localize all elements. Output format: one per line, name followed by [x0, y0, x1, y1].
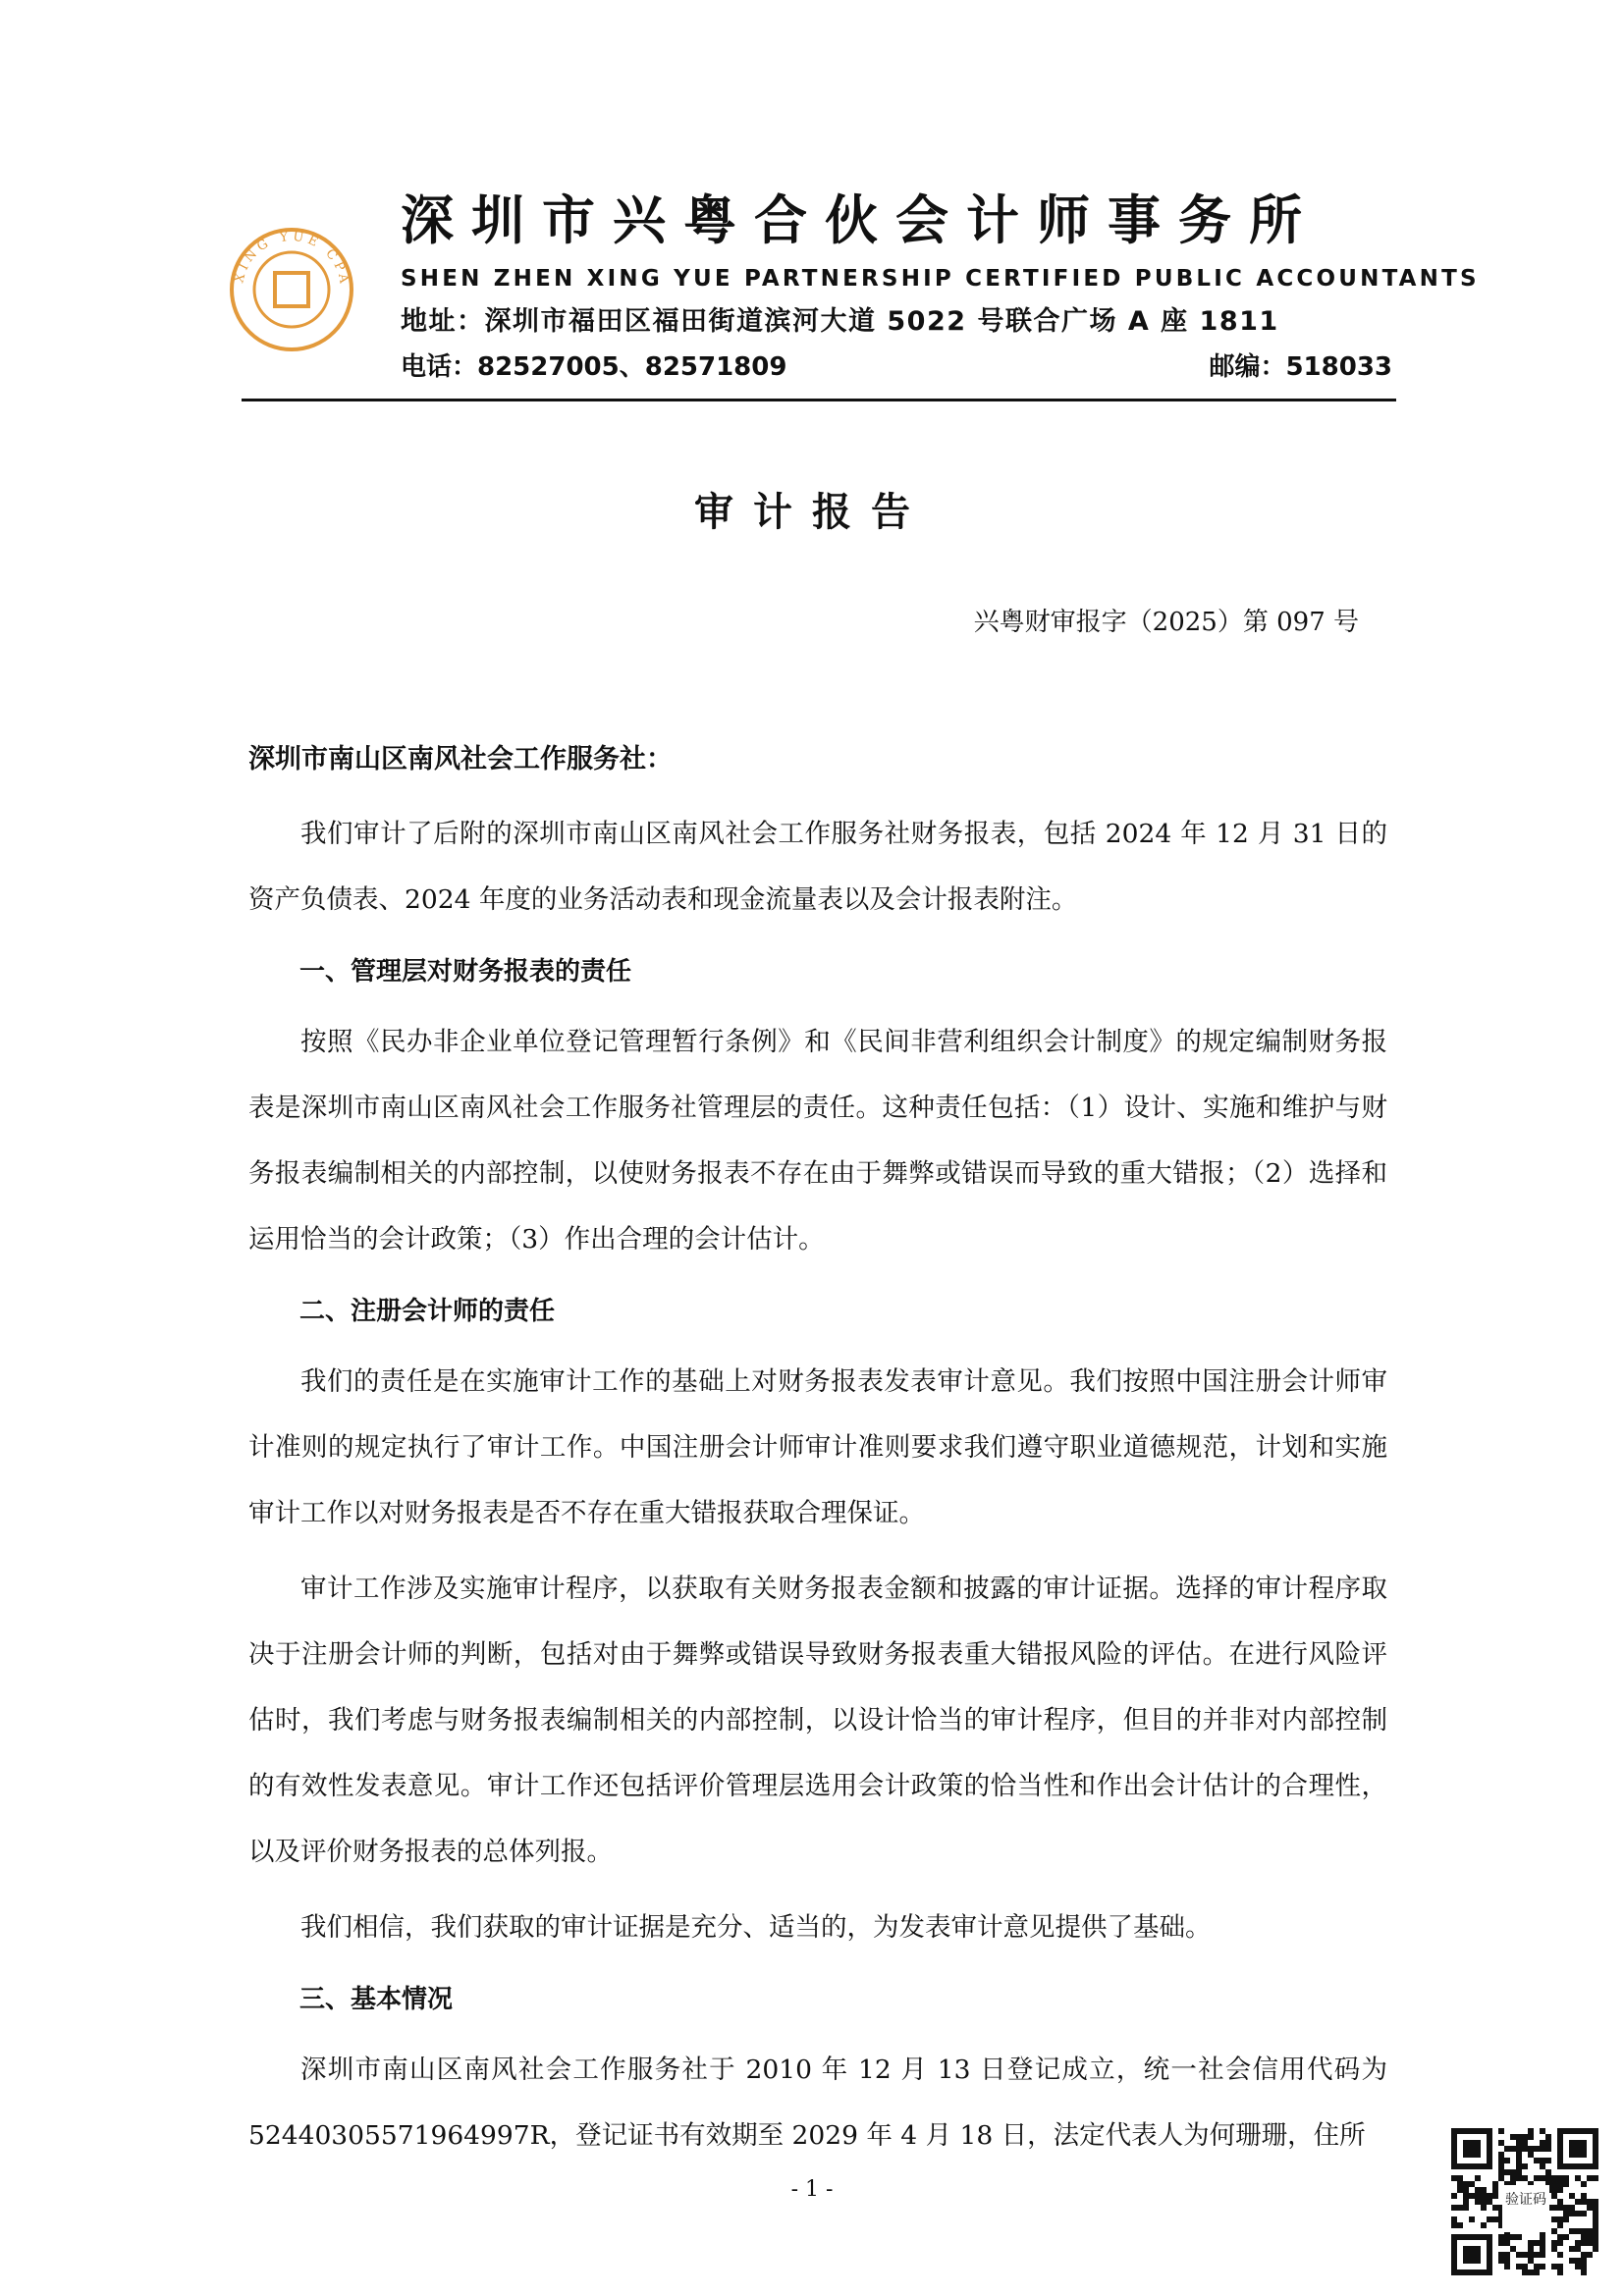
report-reference: 兴粤财审报字（2025）第 097 号: [973, 608, 1359, 637]
firm-contact-line: [401, 347, 1392, 387]
firm-phone: 电话：82527005、82571809: [401, 352, 787, 382]
section-heading: 三、基本情况: [299, 1985, 454, 2014]
section-heading: 一、管理层对财务报表的责任: [299, 957, 632, 987]
addressee: 深圳市南山区南风社会工作服务社：: [248, 744, 673, 774]
paragraph: 我们的责任是在实施审计工作的基础上对财务报表发表审计意见。我们按照中国注册会计师审计准则的规定执行了审计工作。中国注册会计师审计准则要求我们遵守职业道德规范，计划和实施审计工作以对财务报表是否不存在重大错报获取合理保证。: [248, 1366, 1387, 1528]
qr-verify-label: 验证码: [1502, 2185, 1549, 2232]
firm-postcode: 邮编：518033: [1209, 352, 1392, 382]
paragraph: 深圳市南山区南风社会工作服务社于 2010 年 12 月 13 日登记成立，统一社会信用代码为 52440305571964997R，登记证书有效期至 2029 年 4 月 18 日，法定代表人为何珊珊，住所: [248, 2055, 1387, 2151]
seal-ring-text: XING YUE CPA: [232, 229, 352, 289]
firm-seal-icon: [228, 226, 355, 353]
firm-name-cn: 深圳市兴粤合伙会计师事务所: [401, 189, 1320, 251]
paragraph: 我们相信，我们获取的审计证据是充分、适当的，为发表审计意见提供了基础。: [300, 1912, 1212, 1943]
paragraph: 按照《民办非企业单位登记管理暂行条例》和《民间非营利组织会计制度》的规定编制财务报表是深圳市南山区南风社会工作服务社管理层的责任。这种责任包括：（1）设计、实施和维护与财务报表编制相关的内部控制，以使财务报表不存在由于舞弊或错误而导致的重大错报；（2）选择和运用恰当的会计政策；（3）作出合理的会计估计。: [248, 1027, 1387, 1255]
letterhead-divider: [242, 399, 1396, 401]
paragraph: 我们审计了后附的深圳市南山区南风社会工作服务社财务报表，包括 2024 年 12 月 31 日的资产负债表、2024 年度的业务活动表和现金流量表以及会计报表附注。: [248, 819, 1387, 915]
firm-name-en: SHEN ZHEN XING YUE PARTNERSHIP CERTIFIED PUBLIC ACCOUNTANTS: [401, 266, 1480, 292]
svg-text:XING YUE CPA: [232, 230, 352, 289]
section-heading: 二、注册会计师的责任: [299, 1297, 556, 1326]
report-body: [248, 734, 1387, 2178]
paragraph: 审计工作涉及实施审计程序，以获取有关财务报表金额和披露的审计证据。选择的审计程序取决于注册会计师的判断，包括对由于舞弊或错误导致财务报表重大错报风险的评估。在进行风险评估时，我们考虑与财务报表编制相关的内部控制，以设计恰当的审计程序，但目的并非对内部控制的有效性发表意见。审计工作还包括评价管理层选用会计政策的恰当性和作出会计估计的合理性，以及评价财务报表的总体列报。: [248, 1574, 1387, 1867]
report-title: 审计报告: [694, 490, 930, 535]
page-number: - 1 -: [790, 2177, 834, 2202]
firm-address: 地址：深圳市福田区福田街道滨河大道 5022 号联合广场 A 座 1811: [401, 306, 1279, 337]
